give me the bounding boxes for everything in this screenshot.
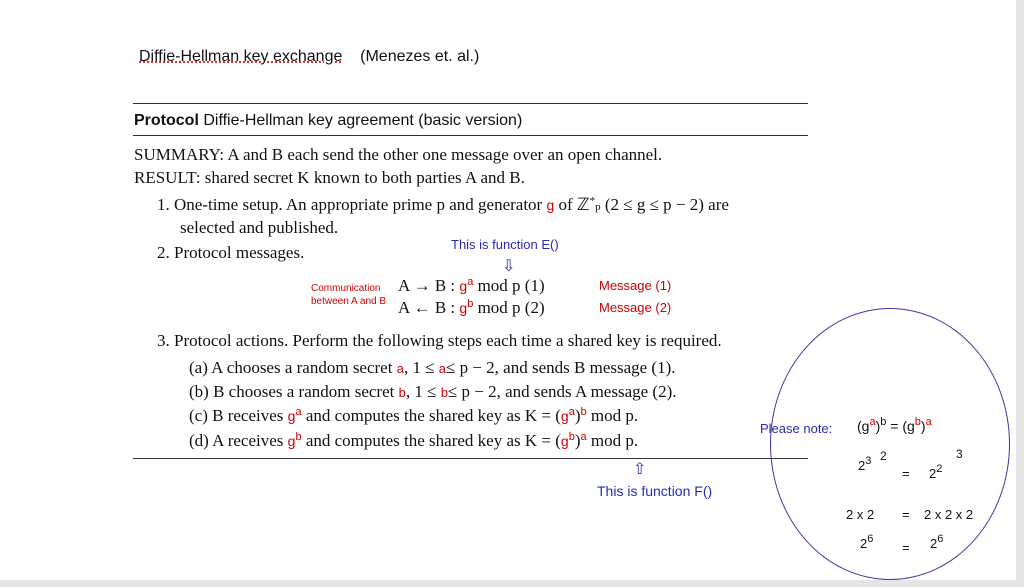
oval-row3-left (860, 533, 874, 551)
oval-row1-right (929, 463, 943, 481)
oval-row3-eq: = (902, 540, 910, 555)
mid-rule (133, 135, 808, 136)
msg2-note: Message (2) (599, 300, 672, 315)
step1-line1: 1. One-time setup. An appropriate prime p and generator g of ℤ*p (2 ≤ g ≤ p − 2) are (157, 195, 729, 214)
oval-row2-eq: = (902, 507, 910, 522)
step3d-exp3: a (580, 431, 587, 443)
note-function-f: This is function F() (597, 483, 713, 499)
r3-exp: 6 (867, 533, 874, 545)
result-line: RESULT: shared secret K known to both parties A and B. (134, 168, 525, 187)
please-note-label: Please note: (760, 421, 833, 436)
r3r-exp: 6 (937, 533, 944, 545)
comm-label-2: between A and B (311, 296, 387, 307)
up-arrow-icon: ⇧ (633, 461, 647, 478)
oval-row3-right (930, 533, 944, 551)
step1-line2: selected and published. (180, 218, 339, 237)
step3b-var: b (398, 385, 406, 400)
msg1-rhs: mod p (1) (477, 276, 545, 295)
protocol-title (134, 112, 522, 130)
r1-exp: 3 (865, 455, 872, 467)
step3b-var2: b (440, 385, 448, 400)
top-rule (133, 103, 808, 104)
oval-row1-eq: = (902, 466, 910, 481)
oval-row2-right: 2 x 2 x 2 (924, 507, 974, 522)
step3c-text1: (c) B receives (189, 406, 284, 425)
msg2-lhs: A ← B : (398, 298, 456, 317)
msg1-lhs: A → B : (398, 276, 456, 295)
step1-text: 1. One-time setup. An appropriate prime p and generator (157, 195, 543, 214)
step3d-exp2: b (568, 431, 575, 443)
step3-line: 3. Protocol actions. Perform the following steps each time a shared key is required. (157, 331, 722, 350)
r3-left: 2 (860, 536, 868, 551)
step3c-exp3: b (580, 406, 587, 418)
step3c-exp2: a (568, 406, 575, 418)
oval-row1-exp2: 2 (880, 449, 887, 463)
please-note-equation: $(g^a)^b = (g^b)^a$ (857, 416, 932, 434)
step3b-text1: (b) B chooses a random secret (189, 382, 395, 401)
protocol-label: Protocol (134, 112, 199, 129)
msg2-exp: b (467, 298, 474, 310)
comm-label-1: Communication (311, 283, 381, 294)
step3b-text3: ≤ p − 2, and sends A message (2). (447, 382, 677, 401)
eq-b1: b (880, 416, 887, 428)
eq-a1: a (869, 416, 876, 428)
protocol-name: Diffie-Hellman key agreement (basic version) (203, 112, 523, 129)
step1-g: g (546, 197, 555, 213)
step3d-text3: mod p. (590, 431, 639, 450)
oval-row1-exp3: 3 (956, 447, 963, 461)
step1-zp: of ℤ (558, 195, 590, 214)
msg2-rhs: mod p (2) (477, 298, 545, 317)
step3d-text2: and computes the shared key as K = ( (305, 431, 561, 450)
step3b-line (189, 382, 676, 402)
step3d-line: (d) A receives $g^b$ and computes the shared key as $K = (g^b)^a$ mod p. (189, 431, 639, 450)
step3c-text3: mod p. (590, 406, 639, 425)
down-arrow-icon: ⇩ (502, 258, 516, 275)
oval-row2-left: 2 x 2 (846, 507, 875, 522)
oval-row1 (858, 455, 872, 473)
r1-left: 2 (858, 458, 866, 473)
step3a-var: a (396, 361, 404, 376)
note-function-e: This is function E() (451, 237, 559, 252)
step3a-text2: , 1 ≤ (403, 358, 435, 377)
step3d-text1: (d) A receives (189, 431, 284, 450)
bottom-rule (133, 458, 808, 459)
slide-title (139, 48, 479, 66)
summary-line: SUMMARY: A and B each send the other one message over an open channel. (134, 145, 663, 164)
step3c-line: (c) B receives $g^a$ and computes the shared key as $K = (g^a)^b$ mod p. (189, 406, 639, 425)
message-1: A → B : $g^a$ mod p (1) (398, 276, 545, 295)
r1-right: 2 (929, 466, 937, 481)
step3c-exp: a (295, 406, 302, 418)
message-2: A ← B : $g^b$ mod p (2) (398, 298, 545, 317)
step3a-line (189, 358, 676, 378)
step3b-text2: , 1 ≤ (405, 382, 437, 401)
title-text: Diffie-Hellman key exchange (139, 48, 343, 65)
step3c-text2: and computes the shared key as K = ( (305, 406, 561, 425)
step3d-exp: b (295, 431, 302, 443)
step1-range: (2 ≤ g ≤ p − 2) are (604, 195, 729, 214)
r1r-exp: 2 (936, 463, 943, 475)
step3a-text3: ≤ p − 2, and sends B message (1). (446, 358, 676, 377)
note-oval (770, 308, 1010, 580)
eq-a2: a (925, 416, 932, 428)
step3a-text1: (a) A chooses a random secret (189, 358, 393, 377)
step3a-var2: a (438, 361, 447, 376)
r3-right: 2 (930, 536, 938, 551)
msg1-exp: a (467, 276, 474, 288)
eq-b2: b (914, 416, 921, 428)
msg1-note: Message (1) (599, 278, 672, 293)
step2-line: 2. Protocol messages. (157, 243, 305, 262)
title-source: (Menezes et. al.) (360, 48, 480, 65)
